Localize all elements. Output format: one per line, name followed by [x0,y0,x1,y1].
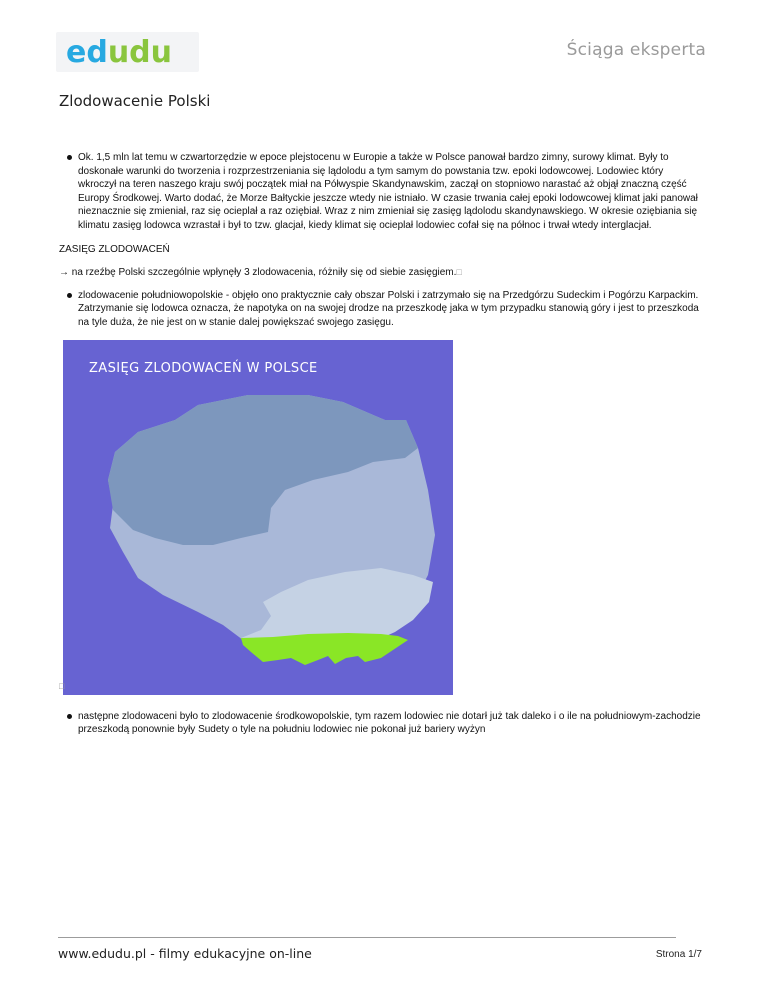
footer-divider [58,937,676,938]
list-item: następne zlodowaceni było to zlodowacenie środkowopolskie, tym razem lodowiec nie dotarł już tak daleko i o ile na południowym-zachodzie przeszkodą ponownie były Sudety o tyle na południu lodowiec nie pokonał już bariery wyżyn [78,710,701,736]
glaciation-list-continued [59,710,701,737]
missing-glyph-icon: □ [456,267,462,278]
list-item: Ok. 1,5 mln lat temu w czwartorzędzie w epoce plejstocenu w Europie a także w Polsce panował bardzo zimny, surowy klimat. Były to doskonałe warunki do tworzenia i rozprzestrzeniania się lądolodu a tym samym do powstania tzw. epoki lodowcowej. Lodowiec który wkroczył na teren naszego kraju swój początek miał na Półwyspie Skandynawskim, zaczął on stopniowo narastać aż objął znaczną część Europy Środkowej. Warto dodać, że Morze Bałtyckie jeszcze wtedy nie istniało. W czasie trwania całej epoki lodowcowej klimat jaki panował nieznacznie się zmieniał, raz się ocieplał a raz oziębiał. Wraz z nim zmieniał się zasięg lądolodu skandynawskiego. W okresie oziębiania się klimatu zasięg lodowca wzrastał i był to tzw. glacjał, kiedy klimat się ocieplał lodowiec cofał się na północ i trwał wtedy interglacjał. [78,151,701,233]
map-svg [63,340,453,695]
list-item: zlodowacenie południowopolskie - objęło ono praktycznie cały obszar Polski i zatrzymało się na Przedgórzu Sudeckim i Pogórzu Karpackim. Zatrzymanie się lodowca oznacza, że napotyka on na swojej drodze na przeszkodę jaka w tym przypadku stanowią góry i jest to przeszkoda na tyle duża, że nie jest on w stanie dalej powiększać swojego zasięgu. [78,289,701,330]
document-body [59,151,701,737]
section-heading: ZASIĘG ZLODOWACEŃ [59,243,170,255]
edudu-logo-graphic [66,34,190,70]
intro-list [59,151,701,233]
logo[interactable] [56,32,199,72]
page-title: Zlodowacenie Polski [59,92,211,110]
page-number: Strona 1/7 [655,949,702,960]
logo-text: edudu [66,35,173,70]
glaciation-list [59,289,701,330]
map-title: ZASIĘG ZLODOWACEŃ W POLSCE [89,360,318,376]
glaciation-map [59,340,453,695]
footer-site-link[interactable]: www.edudu.pl - filmy edukacyjne on-line [58,946,312,961]
tagline: Ściąga eksperta [566,40,706,60]
missing-glyph-icon: □ [59,680,65,691]
arrow-paragraph [59,266,701,280]
arrow-text: → na rzeźbę Polski szczególnie wpłynęły 3 zlodowacenia, różniły się od siebie zasięgiem. [59,267,457,279]
